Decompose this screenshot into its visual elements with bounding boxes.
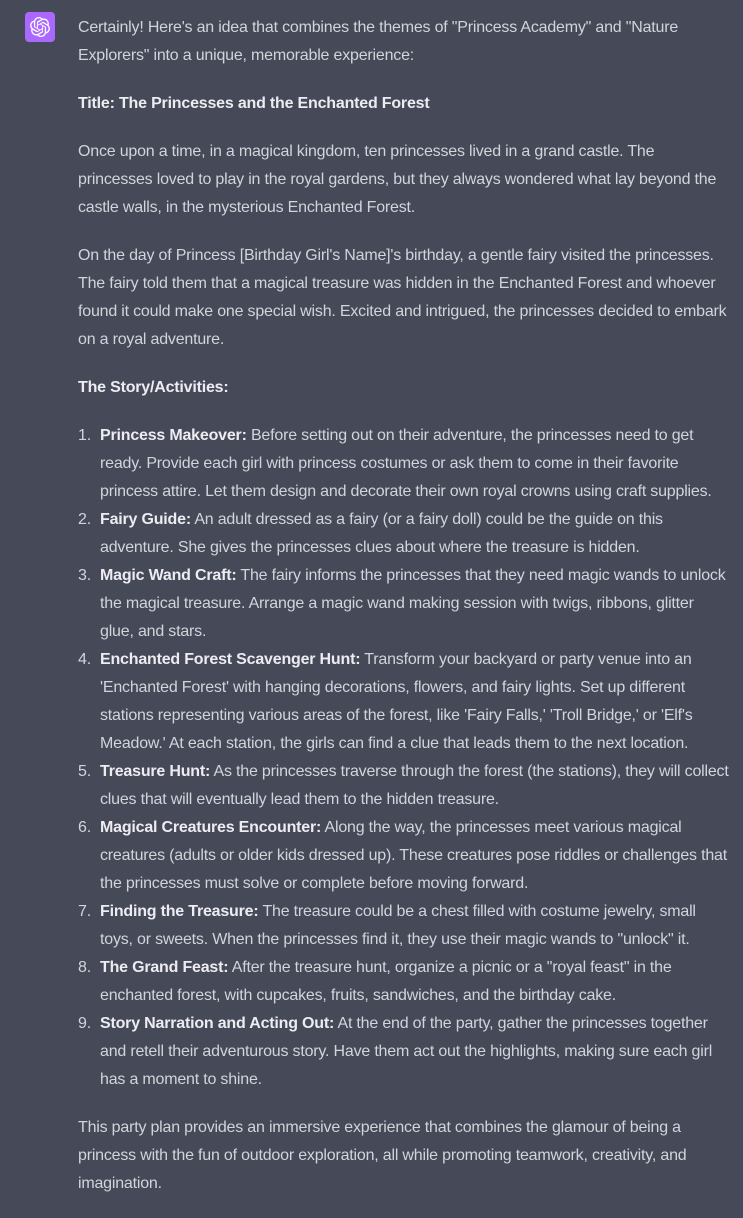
list-item-text xyxy=(100,422,730,506)
list-item xyxy=(78,646,730,758)
list-number: 9. xyxy=(78,1015,91,1032)
list-item-text xyxy=(100,758,730,814)
list-number: 6. xyxy=(78,819,91,836)
story-paragraph-1: Once upon a time, in a magical kingdom, ten princesses lived in a grand castle. The princesses loved to play in the royal gardens, but they always wondered what lay beyond the castle walls, in the mysterious Enchanted Forest. xyxy=(78,143,717,216)
list-number: 7. xyxy=(78,903,91,920)
list-number: 5. xyxy=(78,763,91,780)
list-item xyxy=(78,1010,730,1094)
list-item-title: Enchanted Forest Scavenger Hunt: xyxy=(100,651,361,668)
list-number: 4. xyxy=(78,651,91,668)
list-item-title: The Grand Feast: xyxy=(100,959,229,976)
message-content xyxy=(78,12,730,1218)
list-item-description: As the princesses traverse through the forest (the stations), they will collect clues that will eventually lead them to the hidden treasure. xyxy=(100,763,729,808)
list-item xyxy=(78,898,730,954)
list-item-title: Magic Wand Craft: xyxy=(100,567,237,584)
list-item-text xyxy=(100,898,730,954)
list-item xyxy=(78,954,730,1010)
list-item-title: Fairy Guide: xyxy=(100,511,191,528)
list-item-text xyxy=(100,562,730,646)
list-number: 1. xyxy=(78,427,91,444)
list-item-description: After the treasure hunt, organize a picnic or a "royal feast" in the enchanted forest, with cupcakes, fruits, sandwiches, and the birthday cake. xyxy=(100,959,672,1004)
story-paragraph-2: On the day of Princess [Birthday Girl's Name]'s birthday, a gentle fairy visited the princesses. The fairy told them that a magical treasure was hidden in the Enchanted Forest and whoever found it could make one special wish. Excited and intrigued, the princesses decided to embark on a royal adventure. xyxy=(78,247,727,348)
list-item xyxy=(78,562,730,646)
list-item-text xyxy=(100,506,730,562)
list-item-title: Treasure Hunt: xyxy=(100,763,211,780)
list-item-title: Story Narration and Acting Out: xyxy=(100,1015,335,1032)
list-item xyxy=(78,422,730,506)
intro-paragraph: Certainly! Here's an idea that combines the themes of "Princess Academy" and "Nature Explorers" into a unique, memorable experience: xyxy=(78,19,679,64)
list-number: 2. xyxy=(78,511,91,528)
list-item xyxy=(78,814,730,898)
list-number: 3. xyxy=(78,567,91,584)
list-item-text xyxy=(100,1010,730,1094)
list-item-description: At the end of the party, gather the princesses together and retell their adventurous story. Have them act out the highlights, making sure each girl has a moment to shine. xyxy=(100,1015,713,1088)
activities-heading: The Story/Activities: xyxy=(78,379,229,396)
list-item xyxy=(78,758,730,814)
list-item-description: Transform your backyard or party venue into an 'Enchanted Forest' with hanging decorations, flowers, and fairy lights. Set up different stations representing various areas of the forest, like 'Fairy Falls,' 'Troll Bridge,' or 'Elf's Meadow.' At each station, the girls can find a clue that leads them to the next location. xyxy=(100,651,693,752)
list-item-text xyxy=(100,954,730,1010)
list-item-description: The fairy informs the princesses that they need magic wands to unlock the magical treasure. Arrange a magic wand making session with twigs, ribbons, glitter glue, and stars. xyxy=(100,567,726,640)
list-item-title: Magical Creatures Encounter: xyxy=(100,819,322,836)
list-item-text xyxy=(100,814,730,898)
assistant-avatar xyxy=(25,12,55,42)
openai-logo-icon xyxy=(30,17,50,37)
closing-paragraph: This party plan provides an immersive experience that combines the glamour of being a princess with the fun of outdoor exploration, all while promoting teamwork, creativity, and imagination. xyxy=(78,1119,687,1192)
list-item-description: Before setting out on their adventure, the princesses need to get ready. Provide each girl with princess costumes or ask them to come in their favorite princess attire. Let them design and decorate their own royal crowns using craft supplies. xyxy=(100,427,712,500)
title-heading: Title: The Princesses and the Enchanted Forest xyxy=(78,95,430,112)
list-item-title: Princess Makeover: xyxy=(100,427,247,444)
list-item-text xyxy=(100,646,730,758)
list-item-description: An adult dressed as a fairy (or a fairy doll) could be the guide on this adventure. She gives the princesses clues about where the treasure is hidden. xyxy=(100,511,663,556)
list-number: 8. xyxy=(78,959,91,976)
list-item xyxy=(78,506,730,562)
activities-list xyxy=(78,422,730,1094)
list-item-description: The treasure could be a chest filled with costume jewelry, small toys, or sweets. When the princesses find it, they use their magic wands to "unlock" it. xyxy=(100,903,696,948)
list-item-description: Along the way, the princesses meet various magical creatures (adults or older kids dressed up). These creatures pose riddles or challenges that the princesses must solve or complete before moving forward. xyxy=(100,819,727,892)
list-item-title: Finding the Treasure: xyxy=(100,903,259,920)
